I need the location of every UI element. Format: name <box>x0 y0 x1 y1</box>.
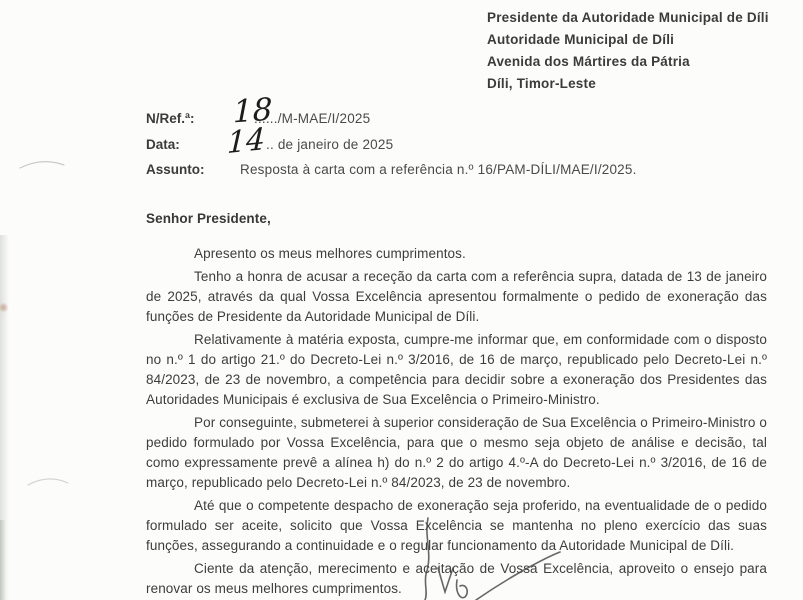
letter-paragraph: Relativamente à matéria exposta, cumpre-me informar que, em conformidade com o disposto no n.º 1 do artigo 21.º do Decreto-Lei n.º 3/2016, de 16 de março, republicado pelo Decreto-Lei n.º 84/2023, de 23 de novembro, a competência para decidir sobre a exoneração dos Presidentes das Autoridades Municipais é exclusiva de Sua Excelência o Primeiro-Ministro. <box>146 332 767 407</box>
reference-label: N/Ref.ª: <box>146 111 195 126</box>
scan-crease-mark-upper <box>18 156 66 170</box>
scan-speck <box>0 304 7 311</box>
letter-paragraph: Apresento os meus melhores cumprimentos. <box>194 246 466 261</box>
letter-body <box>146 209 767 600</box>
scan-crease-mark-lower <box>26 472 70 488</box>
reference-label: Data: <box>146 136 180 152</box>
reference-label: Assunto: <box>146 162 205 177</box>
recipient-line: Presidente da Autoridade Municipal de Díli <box>487 10 769 25</box>
letter-paragraph: Ciente da atenção, merecimento e aceitação de Vossa Excelência, aproveito o ensejo para renovar os meus melhores cumprimentos. <box>146 561 767 596</box>
recipient-line: Autoridade Municipal de Díli <box>487 32 675 47</box>
recipient-address-block <box>487 7 769 95</box>
reference-row-nref <box>146 111 766 137</box>
reference-value: ....../M-MAE/I/2025 <box>254 111 371 126</box>
salutation: Senhor Presidente, <box>146 211 271 226</box>
letter-paragraph: Até que o competente despacho de exoneração seja proferido, na eventualidade de o pedido formulado ser aceite, solicito que Vossa Excelência se mantenha no pleno exercício das suas funções, assegurando a continuidade e o regular funcionamento da Autoridade Municipal de Díli. <box>146 498 767 553</box>
handwritten-ref-number: 18 <box>233 91 273 131</box>
recipient-line: Avenida dos Mártires da Pátria <box>487 54 690 69</box>
reference-block <box>146 111 766 188</box>
scan-edge-shadow-lower <box>0 520 6 600</box>
reference-value: Resposta à carta com a referência n.º 16/PAM-DÍLI/MAE/I/2025. <box>240 162 637 177</box>
handwritten-date-day: 14 <box>226 121 266 162</box>
recipient-line: Díli, Timor-Leste <box>487 76 596 91</box>
letter-paragraph: Tenho a honra de acusar a receção da carta com a referência supra, datada de 13 de janeiro de 2025, através da qual Vossa Excelência apresentou formalmente o pedido de exoneração das funções de Presidente da Autoridade Municipal de Díli. <box>146 269 767 324</box>
reference-value: .. de janeiro de 2025 <box>266 136 394 152</box>
reference-row-data <box>146 137 766 163</box>
letter-paragraph: Por conseguinte, submeterei à superior consideração de Sua Excelência o Primeiro-Ministro o pedido formulado por Vossa Excelência, para que o mesmo seja objeto de análise e decisão, tal como expressamente prevê a alínea h) do n.º 2 do artigo 4.º-A do Decreto-Lei n.º 3/2016, de 16 de março, republicado pelo Decreto-Lei n.º 84/2023, de 23 de novembro. <box>146 415 767 490</box>
reference-row-assunto <box>146 162 766 188</box>
